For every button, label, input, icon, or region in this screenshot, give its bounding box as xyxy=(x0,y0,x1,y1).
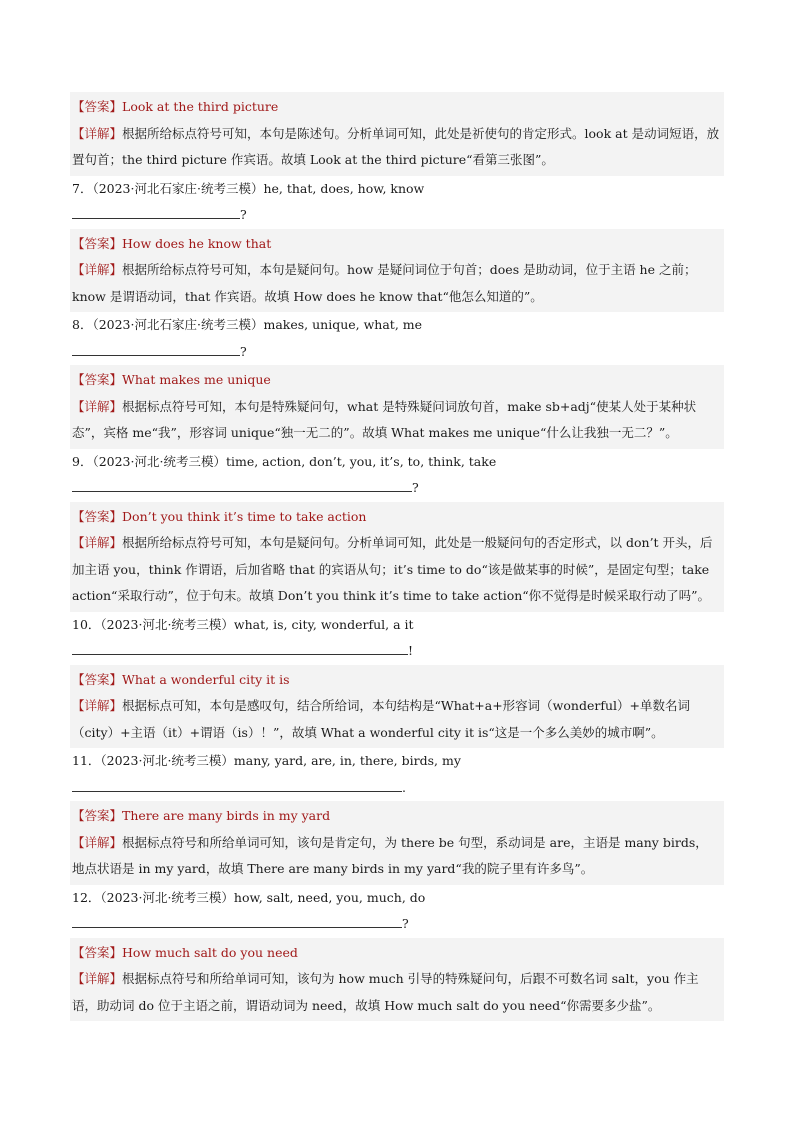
question-number: 11． xyxy=(72,753,101,768)
blank-line xyxy=(72,341,240,356)
question-source: （2023·河北·统考三模） xyxy=(100,753,234,768)
answer-blank[interactable] xyxy=(70,638,724,665)
answer-block xyxy=(70,365,724,449)
question-words: how, salt, need, you, much, do xyxy=(233,889,426,905)
detail-tag: 【详解】 xyxy=(72,834,123,850)
blank-line xyxy=(72,777,402,792)
question-11 xyxy=(70,748,724,775)
question-8 xyxy=(70,312,724,339)
question-source: （2023·河北·统考三模） xyxy=(92,453,226,469)
detail-text: 根据所给标点符号可知，本句是疑问句。分析单词可知，此处是一般疑问句的否定形式，以 don’t 开头，后加主语 you，think 作谓语，后加省略 that 的宾语从句；it’s time to do“该是做某事的时候”，是固定句型；take action“采取行动”，位于句末。故填 Don’t you think it’s time to take action“你不觉得是时候采取行动了吗”。 xyxy=(72,535,713,603)
answer-tag: 【答案】 xyxy=(72,99,123,114)
question-source: （2023·河北石家庄·统考三模） xyxy=(92,317,264,332)
blank-line xyxy=(72,640,408,655)
detail-tag: 【详解】 xyxy=(72,262,123,277)
question-7 xyxy=(70,176,724,203)
answer-tag: 【答案】 xyxy=(72,235,123,251)
question-words: time, action, don’t, you, it’s, to, think, take xyxy=(225,453,497,469)
answer-block xyxy=(70,801,724,885)
answer-tag: 【答案】 xyxy=(72,372,123,387)
question-source: （2023·河北·统考三模） xyxy=(100,889,234,905)
answer-block xyxy=(70,938,724,1022)
question-number: 7． xyxy=(72,180,93,196)
detail-text: 根据所给标点符号可知，本句是陈述句。分析单词可知，此处是祈使句的肯定形式。look at 是动词短语，放置句首；the third picture 作宾语。故填 Look at the third picture“看第三张图”。 xyxy=(72,125,720,167)
answer-text: How does he know that xyxy=(122,235,272,251)
answer-text: Don’t you think it’s time to take action xyxy=(122,508,367,524)
answer-block xyxy=(70,665,724,749)
detail-tag: 【详解】 xyxy=(72,698,123,713)
answer-blank[interactable] xyxy=(70,775,724,802)
question-9 xyxy=(70,449,724,476)
answer-tag: 【答案】 xyxy=(72,808,123,823)
question-words: makes, unique, what, me xyxy=(263,317,423,332)
detail-text: 根据所给标点符号可知，本句是疑问句。how 是疑问词位于句首；does 是助动词，位于主语 he 之前；know 是谓语动词，that 作宾语。故填 How does he know that“他怎么知道的”。 xyxy=(72,262,697,304)
answer-block xyxy=(70,92,724,176)
question-words: what, is, city, wonderful, a it xyxy=(233,616,414,632)
question-words: he, that, does, how, know xyxy=(263,180,425,196)
detail-tag: 【详解】 xyxy=(72,125,123,141)
question-10 xyxy=(70,612,724,639)
answer-block xyxy=(70,502,724,612)
blank-line xyxy=(72,204,240,219)
question-source: （2023·河北·统考三模） xyxy=(100,616,234,632)
question-number: 9． xyxy=(72,453,93,469)
detail-text: 根据标点可知，本句是感叹句，结合所给词，本句结构是“What+a+形容词（wonderful）+单数名词（city）+主语（it）+谓语（is）！”，故填 What a wonderful city it is“这是一个多么美妙的城市啊”。 xyxy=(72,698,690,740)
question-number: 8． xyxy=(72,317,93,332)
answer-tag: 【答案】 xyxy=(72,508,123,524)
answer-text: How much salt do you need xyxy=(122,944,298,960)
question-number: 10． xyxy=(72,616,101,632)
answer-text: There are many birds in my yard xyxy=(122,808,331,823)
end-punct: ? xyxy=(402,916,409,931)
end-punct: ? xyxy=(240,343,247,359)
answer-text: What makes me unique xyxy=(122,372,271,387)
end-punct: ! xyxy=(408,643,414,658)
end-punct: ? xyxy=(240,207,247,222)
answer-blank[interactable] xyxy=(70,339,724,366)
detail-tag: 【详解】 xyxy=(72,535,123,550)
answer-blank[interactable] xyxy=(70,202,724,229)
detail-tag: 【详解】 xyxy=(72,398,123,414)
detail-tag: 【详解】 xyxy=(72,971,123,986)
blank-line xyxy=(72,913,402,928)
detail-text: 根据标点符号和所给单词可知，该句为 how much 引导的特殊疑问句，后跟不可数名词 salt，you 作主语，助动词 do 位于主语之前，谓语动词为 need，故填 How much salt do you need“你需要多少盐”。 xyxy=(72,971,699,1013)
answer-tag: 【答案】 xyxy=(72,671,123,687)
end-punct: ? xyxy=(412,480,419,495)
answer-text: Look at the third picture xyxy=(122,99,279,114)
question-source: （2023·河北石家庄·统考三模） xyxy=(92,180,264,196)
answer-blank[interactable] xyxy=(70,911,724,938)
question-words: many, yard, are, in, there, birds, my xyxy=(233,753,461,768)
detail-text: 根据标点符号和所给单词可知，该句是肯定句，为 there be 句型，系动词是 are，主语是 many birds，地点状语是 in my yard，故填 There are many birds in my yard“我的院子里有许多鸟”。 xyxy=(72,834,708,876)
detail-text: 根据标点符号可知，本句是特殊疑问句，what 是特殊疑问词放句首，make sb+adj“使某人处于某种状态”，宾格 me“我”，形容词 unique“独一无二的”。故填 What makes me unique“什么让我独一无二？”。 xyxy=(72,398,697,440)
answer-blank[interactable] xyxy=(70,475,724,502)
answer-text: What a wonderful city it is xyxy=(122,671,290,687)
end-punct: . xyxy=(402,779,406,795)
question-number: 12． xyxy=(72,889,101,905)
answer-tag: 【答案】 xyxy=(72,944,123,960)
blank-line xyxy=(72,477,412,492)
question-12 xyxy=(70,885,724,912)
worksheet-page xyxy=(70,92,724,1021)
answer-block xyxy=(70,229,724,313)
